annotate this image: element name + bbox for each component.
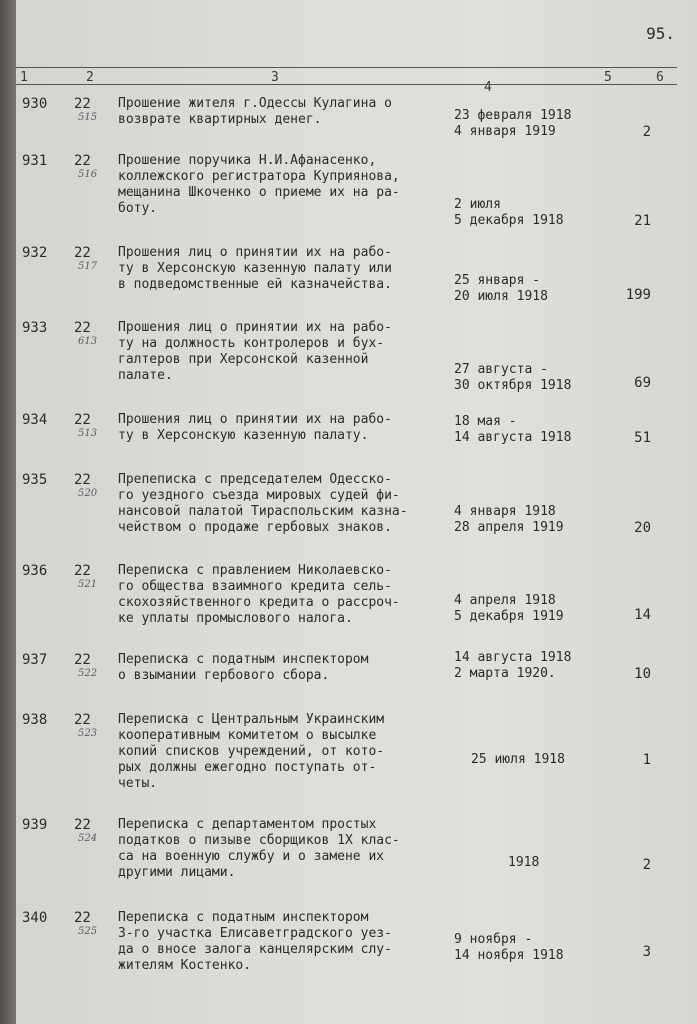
binding-edge [0, 0, 16, 1024]
entry-number: 937 [22, 652, 48, 668]
document-page [16, 0, 697, 1024]
entry-dates: 27 августа - 30 октября 1918 [454, 362, 572, 393]
entry-sheets: 3 [642, 944, 651, 960]
entry-title: Прошения лиц о принятии их на рабо- ту в Херсонскую казенную палату или в подведомственные ей казначейства. [118, 245, 392, 292]
entry-handwritten-number: 517 [78, 261, 98, 272]
entry-handwritten-number: 613 [78, 336, 98, 347]
entry-handwritten-number: 513 [78, 428, 98, 439]
entry-number: 935 [22, 472, 48, 488]
entry-sheets: 21 [634, 213, 651, 229]
entry-dates: 23 февраля 1918 4 января 1919 [454, 108, 572, 139]
entry-title: Переписка с Центральным Украинским кооперативным комитетом о высылке копий списков учреждений, от кото- рых должны ежегодно поступать от- четы. [118, 712, 385, 791]
entry-sheets: 1 [642, 752, 651, 768]
entry-fond: 22 [74, 412, 91, 428]
entry-number: 932 [22, 245, 48, 261]
entry-dates: 9 ноября - 14 ноября 1918 [454, 932, 564, 963]
entry-number: 340 [22, 910, 48, 926]
entry-sheets: 20 [634, 520, 651, 536]
header-col-6: 6 [656, 70, 664, 85]
header-col-5: 5 [604, 70, 612, 85]
entry-number: 934 [22, 412, 48, 428]
entry-handwritten-number: 525 [78, 926, 98, 937]
entry-handwritten-number: 524 [78, 833, 98, 844]
entry-handwritten-number: 521 [78, 579, 98, 590]
entry-number: 939 [22, 817, 48, 833]
entry-sheets: 199 [625, 287, 651, 303]
entry-title: Прошения лиц о принятии их на рабо- ту на должность контролеров и бух- галтеров при Херсонской казенной палате. [118, 320, 392, 383]
entry-dates: 25 июля 1918 [471, 752, 565, 767]
entry-sheets: 10 [634, 666, 651, 682]
entry-sheets: 2 [642, 857, 651, 873]
entry-sheets: 69 [634, 375, 651, 391]
entry-fond: 22 [74, 652, 91, 668]
header-col-3: 3 [271, 70, 279, 85]
entry-dates: 2 июля 5 декабря 1918 [454, 197, 564, 228]
entry-title: Прошения лиц о принятии их на рабо- ту в Херсонскую казенную палату. [118, 412, 392, 443]
entry-dates: 18 мая - 14 августа 1918 [454, 414, 572, 445]
header-col-2: 2 [86, 70, 94, 85]
entry-dates: 14 августа 1918 2 марта 1920. [454, 650, 572, 681]
entry-sheets: 2 [642, 124, 651, 140]
entry-number: 930 [22, 96, 48, 112]
entry-title: Прошение жителя г.Одессы Кулагина о возврате квартирных денег. [118, 96, 392, 127]
entry-dates: 25 января - 20 июля 1918 [454, 273, 548, 304]
entry-number: 936 [22, 563, 48, 579]
entry-fond: 22 [74, 472, 91, 488]
header-col-4: 4 [484, 80, 492, 95]
entry-handwritten-number: 516 [78, 169, 98, 180]
entry-dates: 4 апреля 1918 5 декабря 1919 [454, 593, 564, 624]
entry-fond: 22 [74, 817, 91, 833]
entry-number: 931 [22, 153, 48, 169]
entry-title: Переписка с податным инспектором о взымании гербового сбора. [118, 652, 369, 683]
entry-fond: 22 [74, 320, 91, 336]
entry-title: Переписка с правлением Николаевско- го общества взаимного кредита сель- скохозяйственного кредита о рассроч- ке уплаты промыслового налога. [118, 563, 400, 626]
entry-dates: 1918 [508, 855, 540, 870]
page-number: 95. [646, 24, 675, 43]
entry-handwritten-number: 522 [78, 668, 98, 679]
header-bottom-rule [16, 84, 677, 85]
entry-sheets: 51 [634, 430, 651, 446]
entry-dates: 4 января 1918 28 апреля 1919 [454, 504, 564, 535]
header-col-1: 1 [20, 70, 28, 85]
entry-title: Препеписка с председателем Одесско- го уездного съезда мировых судей фи- нансовой палатой Тираспольским казна- чейством о продаже гербовых знаков. [118, 472, 408, 535]
entry-handwritten-number: 520 [78, 488, 98, 499]
entry-fond: 22 [74, 96, 91, 112]
entry-fond: 22 [74, 153, 91, 169]
entry-title: Прошение поручика Н.И.Афанасенко, коллежского регистратора Куприянова, мещанина Шкоченко о приеме их на ра- боту. [118, 153, 400, 216]
entry-title: Переписка с департаментом простых податков о пизыве сборщиков 1Х клас- са на военную службу и о замене их другими лицами. [118, 817, 400, 880]
entry-handwritten-number: 523 [78, 728, 98, 739]
entry-fond: 22 [74, 245, 91, 261]
entry-number: 933 [22, 320, 48, 336]
header-top-rule [16, 67, 677, 68]
entry-fond: 22 [74, 563, 91, 579]
entry-title: Переписка с податным инспектором 3-го участка Елисаветградского уез- да о вносе залога канцелярским слу- жителям Костенко. [118, 910, 392, 973]
entry-fond: 22 [74, 910, 91, 926]
entry-sheets: 14 [634, 607, 651, 623]
entry-number: 938 [22, 712, 48, 728]
entry-handwritten-number: 515 [78, 112, 98, 123]
entry-fond: 22 [74, 712, 91, 728]
